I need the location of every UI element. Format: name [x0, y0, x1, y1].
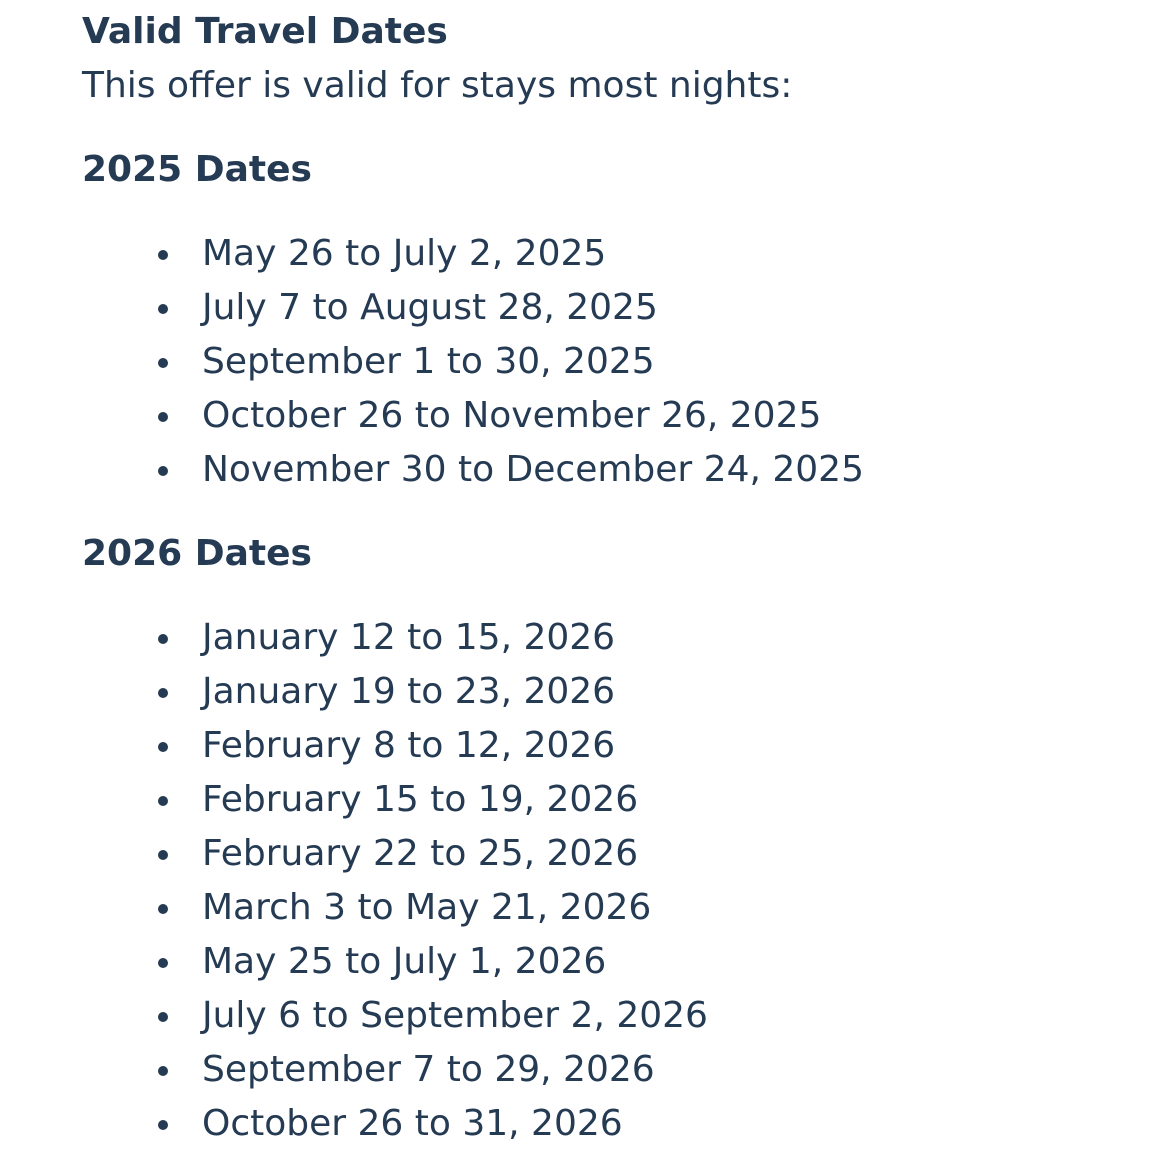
bullet-icon — [158, 688, 168, 698]
date-range-text: February 15 to 19, 2026 — [202, 779, 639, 820]
date-range-text: October 26 to November 26, 2025 — [202, 395, 822, 436]
date-range-text: March 3 to May 21, 2026 — [202, 887, 652, 928]
date-range-text: February 22 to 25, 2026 — [202, 833, 639, 874]
date-range-text: September 7 to 29, 2026 — [202, 1049, 655, 1090]
bullet-icon — [158, 742, 168, 752]
bullet-icon — [158, 304, 168, 314]
bullet-icon — [158, 958, 168, 968]
bullet-icon — [158, 1120, 168, 1130]
date-range-text: January 19 to 23, 2026 — [202, 671, 616, 712]
bullet-icon — [158, 634, 168, 644]
year-heading-2026: 2026 Dates — [82, 533, 312, 574]
year-heading-2025: 2025 Dates — [82, 149, 312, 190]
bullet-icon — [158, 1066, 168, 1076]
date-range-text: October 26 to 31, 2026 — [202, 1103, 623, 1144]
bullet-icon — [158, 850, 168, 860]
date-range-text: February 8 to 12, 2026 — [202, 725, 616, 766]
bullet-icon — [158, 358, 168, 368]
date-range-text: January 12 to 15, 2026 — [202, 617, 616, 658]
date-range-text: November 30 to December 24, 2025 — [202, 449, 864, 490]
bullet-icon — [158, 250, 168, 260]
section-title: Valid Travel Dates — [82, 11, 448, 52]
date-range-text: September 1 to 30, 2025 — [202, 341, 655, 382]
date-range-text: May 25 to July 1, 2026 — [202, 941, 607, 982]
bullet-icon — [158, 466, 168, 476]
bullet-icon — [158, 412, 168, 422]
bullet-icon — [158, 1012, 168, 1022]
date-range-text: May 26 to July 2, 2025 — [202, 233, 607, 274]
date-range-text: July 7 to August 28, 2025 — [202, 287, 658, 328]
bullet-icon — [158, 796, 168, 806]
date-range-text: July 6 to September 2, 2026 — [202, 995, 708, 1036]
bullet-icon — [158, 904, 168, 914]
intro-text: This offer is valid for stays most nights: — [82, 65, 793, 106]
